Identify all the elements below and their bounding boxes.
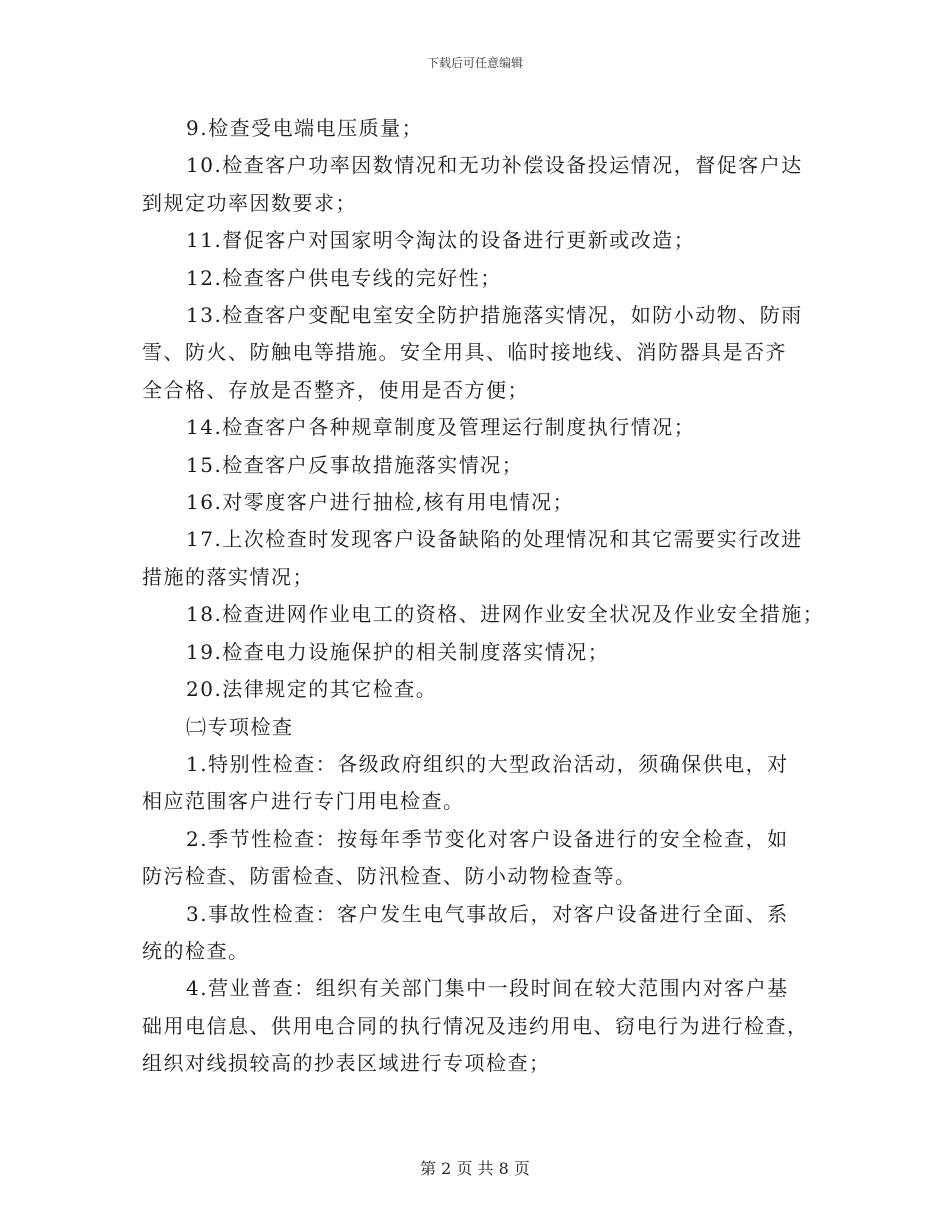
text-line: 2.季节性检查：按每年季节变化对客户设备进行的安全检查，如 <box>186 826 789 851</box>
text-line: 1.特别性检查：各级政府组织的大型政治活动，须确保供电，对 <box>186 751 789 776</box>
text-line: 10.检查客户功率因数情况和无功补偿设备投运情况，督促客户达 <box>186 153 803 178</box>
text-line: 防污检查、防雷检查、防汛检查、防小动物检查等。 <box>142 864 637 889</box>
body-text <box>142 110 825 1083</box>
text-line: 19.检查电力设施保护的相关制度落实情况； <box>186 639 610 664</box>
text-line: 雪、防火、防触电等措施。安全用具、临时接地线、消防器具是否齐 <box>142 340 787 365</box>
text-line: 措施的落实情况； <box>142 564 314 589</box>
text-line: 11.督促客户对国家明令淘汰的设备进行更新或改造； <box>186 228 696 253</box>
text-line: 相应范围客户进行专门用电检查。 <box>142 789 465 814</box>
text-line: 3.事故性检查：客户发生电气事故后，对客户设备进行全面、系 <box>186 901 789 926</box>
text-line: 15.检查客户反事故措施落实情况； <box>186 452 524 477</box>
text-line: 到规定功率因数要求； <box>142 190 357 215</box>
text-line: 17.上次检查时发现客户设备缺陷的处理情况和其它需要实行改进 <box>186 527 803 552</box>
text-line: ㈡专项检查 <box>186 714 294 739</box>
text-line: 9.检查受电端电压质量； <box>186 116 424 140</box>
text-line: 16.对零度客户进行抽检,核有用电情况； <box>186 490 575 515</box>
text-line: 全合格、存放是否整齐，使用是否方便； <box>142 377 529 402</box>
text-line: 20.法律规定的其它检查。 <box>186 677 438 702</box>
text-line: 4.营业普查：组织有关部门集中一段时间在较大范围内对客户基 <box>186 976 789 1001</box>
text-line: 统的检查。 <box>142 938 250 963</box>
text-line: 13.检查客户变配电室安全防护措施落实情况，如防小动物、防雨 <box>186 303 803 328</box>
text-line: 组织对线损较高的抄表区域进行专项检查； <box>142 1051 551 1076</box>
text-line: 18.检查进网作业电工的资格、进网作业安全状况及作业安全措施； <box>186 602 825 627</box>
page-footer: 第 2 页 共 8 页 <box>420 1159 530 1178</box>
text-line: 础用电信息、供用电合同的执行情况及违约用电、窃电行为进行检查， <box>142 1013 809 1038</box>
text-line: 14.检查客户各种规章制度及管理运行制度执行情况； <box>186 415 696 440</box>
page-header: 下载后可任意编辑 <box>426 56 523 70</box>
text-line: 12.检查客户供电专线的完好性； <box>186 265 502 290</box>
